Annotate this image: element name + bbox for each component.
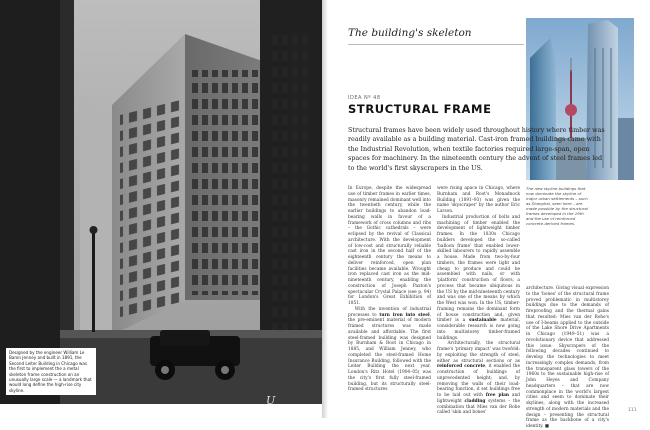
title-rule	[348, 44, 524, 45]
body-text: Architecturally, the structural frame's 'primary impact' was twofold: by exploiting the strength of steel, either as structural sections or as	[437, 341, 521, 364]
body-text: systems – the combination that Mies van der Rohe called 'skin and bones'	[437, 398, 520, 416]
body-highlight: reinforced concrete	[437, 364, 486, 370]
leiter-building-photo	[0, 0, 322, 404]
body-text: With the invention of industrial processes to	[348, 306, 431, 318]
end-mark: ■	[544, 424, 549, 429]
idea-title: STRUCTURAL FRAME	[348, 102, 492, 116]
body-text: material, considerable research is now going into multistorey timber-framed buildings.	[437, 318, 520, 341]
page-number: 111	[628, 408, 637, 413]
body-text: , the pre-eminent material of modern framed structures was made available and affordable. The first steel-framed building was designed by Burnham & Root in Chicago in 1885, and William Jenney, who completed the steel-framed Home Insurance Building, followed with the Leiter Building the next year. London's Ritz Hotel (1904–05) was the city's first fully steel-framed building, but its structurally steel-framed structures	[348, 312, 432, 393]
body-highlight: turn iron into steel	[379, 312, 430, 318]
left-photo-caption: Designed by the engineer William Le Baron Jenney and built in 1891, the Second Leiter Building in Chicago was the first to implement the a metal skeleton frame construction on an unusually large scale — a landmark that would long define the high-rise city skyline.	[6, 348, 96, 395]
body-text: architecture. Giving visual expression to the 'bones' of the structural frame proved problematic in multistorey buildings due to the demands of fireproofing and the thermal gains that resulted: Mies van der Rohe's use of I-beams applied to the outside of the Lake Shore Drive Apartments in Chicago (1949–51) was a revolutionary device that addressed this issue. Skyscrapers of the following decades continued to develop the technologies to meet increasingly complex demands, from the transparent glass towers of the 1960s to the sustainable high-rise of John Heyes and Company headquarters – that are now commonplace in the world's largest cities and seem to dominate their skylines, along with the increased strength of modern materials and the design – presenting the structural frame as the backbone of a city's identity.	[526, 286, 609, 429]
intro-paragraph: Structural frames have been widely used throughout history where timber was readily available as a building material. Cast-iron framed buildings came with the Industrial Revolution, when textile factories required large-span, open spaces for machinery. In the nineteenth century the advent of steel frames led to the world's first skyscrapers in the US.	[348, 126, 605, 172]
body-text: and lightweight	[437, 393, 521, 404]
left-page	[0, 0, 322, 418]
right-page	[328, 0, 650, 429]
idea-number: IDEA Nº 48	[348, 95, 381, 101]
right-photo-caption: The new skyline buildings that now dominate the skyline of major urban settlements – such as Shanghai, seen here – are made possible by the structural frames developed in the 19th and the use of reinforced concrete-derived frames.	[526, 186, 588, 226]
body-highlight: cladding	[464, 398, 486, 404]
body-text: In Europe, despite the widespread use of timber frames in earlier times, masonry remained dominant well into the twentieth century, while the earlier buildings to abandon load-bearing walls in favour of a framework of cross columns and ribs – the Gothic cathedrals – were eclipsed by the revival of Classical architecture. With the development of low-cost and structurally reliable cast iron in the second half of the eighteenth century the means to deliver reinforced, open plan facilities became available. Wrought iron replaced cast iron as the mid-nineteenth century, enabling the construction of Joseph Paxton's spectacular Crystal Palace (see p. 94) for London's Great Exhibition of 1851.	[348, 186, 431, 306]
building-photo-illustration	[0, 0, 322, 404]
chapter-title: The building's skeleton	[348, 27, 472, 39]
body-text: were rising apace in Chicago, where Burnham and Root's Monadnock Building (1891–93) was given the name 'skyscraper' by the author Eric Larson.	[437, 186, 520, 214]
body-text: Industrial production of bolts and machining of timber enabled the development of lightweight timber frames. In the 1830s Chicago builders developed the so-called 'balloon frame' that enabled lower-skilled labourers to rapidly assemble a house. Made from two-by-four timbers, the frames were light and cheap to produce and could be assembled with nails, or with 'platform' construction of floors, a process that became ubiquitous in the US by the mid-nineteenth century and was one of the means by which the West was won. In the US, timber-framing remains the dominant form of house construction and, given timber is a	[437, 214, 520, 324]
body-column-1	[348, 186, 431, 406]
body-highlight: free plan	[485, 393, 510, 398]
watermark-logo: U Radmedu	[266, 394, 320, 420]
body-highlight: sustainable	[468, 318, 497, 324]
body-column-2	[437, 186, 521, 416]
body-text: , it enabled the construction of buildings of unprecedented height; and, by removing the walls of their load-bearing function, it set buildings free to be laid out with	[437, 364, 520, 398]
